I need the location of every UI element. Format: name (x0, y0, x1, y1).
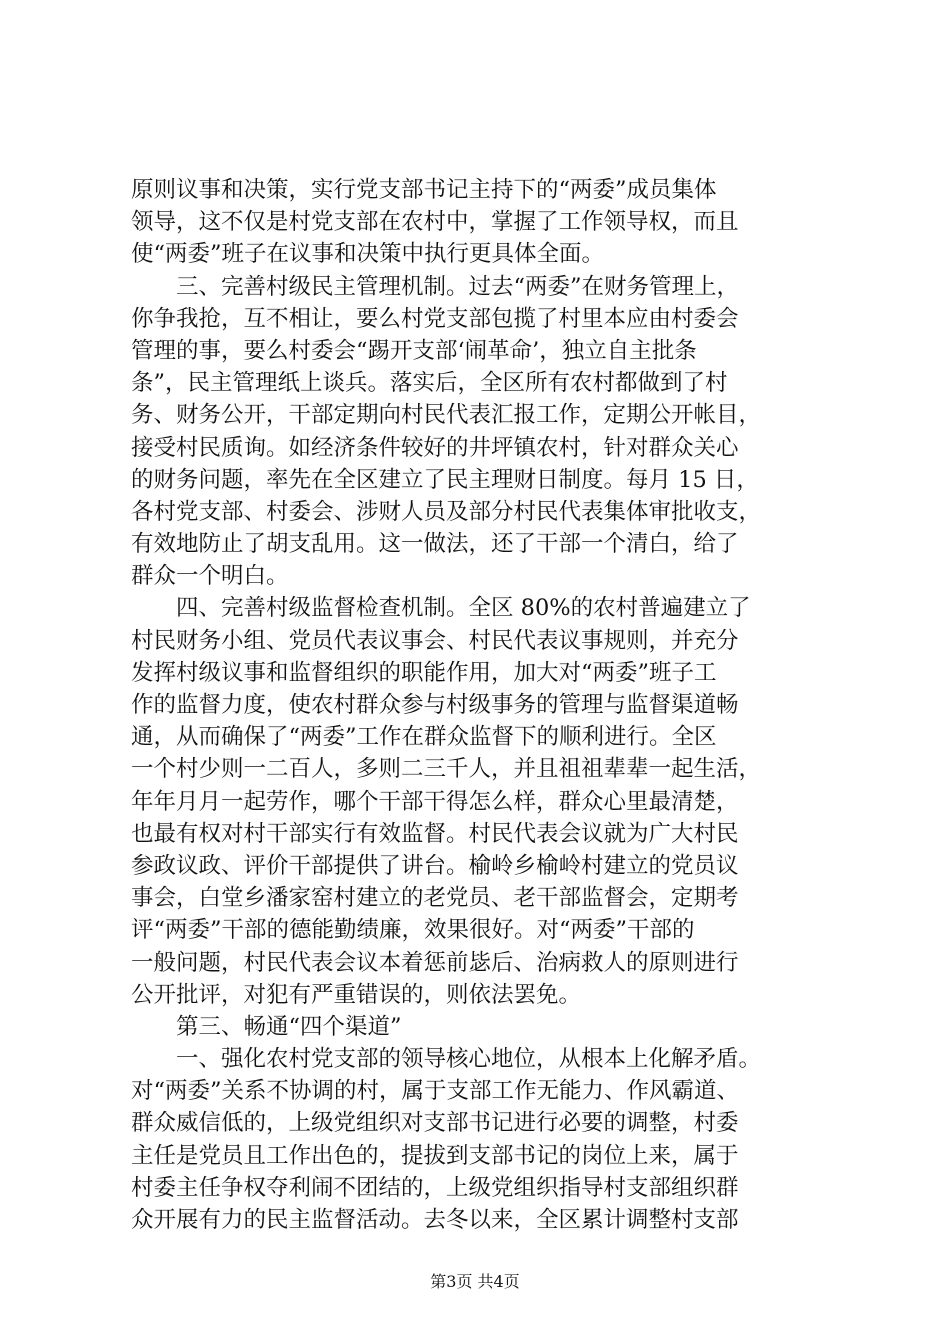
text-line: 事会，白堂乡潘家窑村建立的老党员、老干部监督会，定期考 (131, 885, 739, 912)
text-line: 众开展有力的民主监督活动。去冬以来，全区累计调整村支部 (131, 1207, 739, 1233)
text-line: 村民财务小组、党员代表议事会、村民代表议事规则，并充分 (131, 627, 739, 654)
text-line: 参政议政、评价干部提供了讲台。榆岭乡榆岭村建立的党员议 (131, 852, 739, 879)
text-line: 一般问题，村民代表会议本着惩前毖后、治病救人的原则进行 (131, 949, 739, 976)
text-line: 第三、畅通“四个渠道” (131, 1013, 402, 1040)
page-footer: 第3页 共4页 (430, 1272, 520, 1291)
text-line: 各村党支部、村委会、涉财人员及部分村民代表集体审批收支， (131, 498, 762, 525)
text-line: 群众威信低的，上级党组织对支部书记进行必要的调整，村委 (131, 1110, 739, 1137)
text-line: 你争我抢，互不相让，要么村党支部包揽了村里本应由村委会 (131, 305, 739, 332)
text-line: 一个村少则一二百人，多则二三千人，并且祖祖辈辈一起生活， (131, 756, 762, 783)
text-line: 接受村民质询。如经济条件较好的井坪镇农村，针对群众关心 (131, 434, 739, 461)
text-line: 领导，这不仅是村党支部在农村中，掌握了工作领导权，而且 (131, 209, 739, 236)
text-line: 通，从而确保了“两委”工作在群众监督下的顺利进行。全区 (131, 724, 717, 751)
body-text (131, 174, 851, 1236)
text-line: 一、强化农村党支部的领导核心地位，从根本上化解矛盾。 (131, 1046, 762, 1073)
text-line: 发挥村级议事和监督组织的职能作用，加大对“两委”班子工 (131, 659, 717, 686)
text-line: 村委主任争权夺利闹不团结的，上级党组织指导村支部组织群 (131, 1174, 739, 1201)
text-line: 作的监督力度，使农村群众参与村级事务的管理与监督渠道畅 (131, 692, 739, 718)
text-line: 务、财务公开，干部定期向村民代表汇报工作，定期公开帐目， (131, 402, 762, 429)
text-line: 的财务问题，率先在全区建立了民主理财日制度。每月 15 日， (131, 466, 759, 493)
text-line: 三、完善村级民主管理机制。过去“两委”在财务管理上， (131, 273, 740, 300)
text-line: 评“两委”干部的德能勤绩廉，效果很好。对“两委”干部的 (131, 917, 695, 944)
text-line: 原则议事和决策，实行党支部书记主持下的“两委”成员集体 (131, 177, 717, 203)
text-line: 群众一个明白。 (131, 563, 289, 590)
text-line: 公开批评，对犯有严重错误的，则依法罢免。 (131, 981, 582, 1008)
text-line: 条”，民主管理纸上谈兵。落实后，全区所有农村都做到了村 (131, 370, 728, 397)
text-line: 四、完善村级监督检查机制。全区 80%的农村普遍建立了 (131, 595, 751, 622)
text-line: 主任是党员且工作出色的，提拔到支部书记的岗位上来，属于 (131, 1142, 739, 1169)
text-line: 年年月月一起劳作，哪个干部干得怎么样，群众心里最清楚， (131, 788, 739, 815)
text-line: 对“两委”关系不协调的村，属于支部工作无能力、作风霸道、 (131, 1078, 740, 1105)
text-line: 也最有权对村干部实行有效监督。村民代表会议就为广大村民 (131, 820, 739, 847)
text-line: 使“两委”班子在议事和决策中执行更具体全面。 (131, 241, 605, 268)
text-line: 有效地防止了胡支乱用。这一做法，还了干部一个清白，给了 (131, 531, 739, 558)
text-line: 管理的事，要么村委会“踢开支部‘闹革命’，独立自主批条 (131, 337, 697, 364)
